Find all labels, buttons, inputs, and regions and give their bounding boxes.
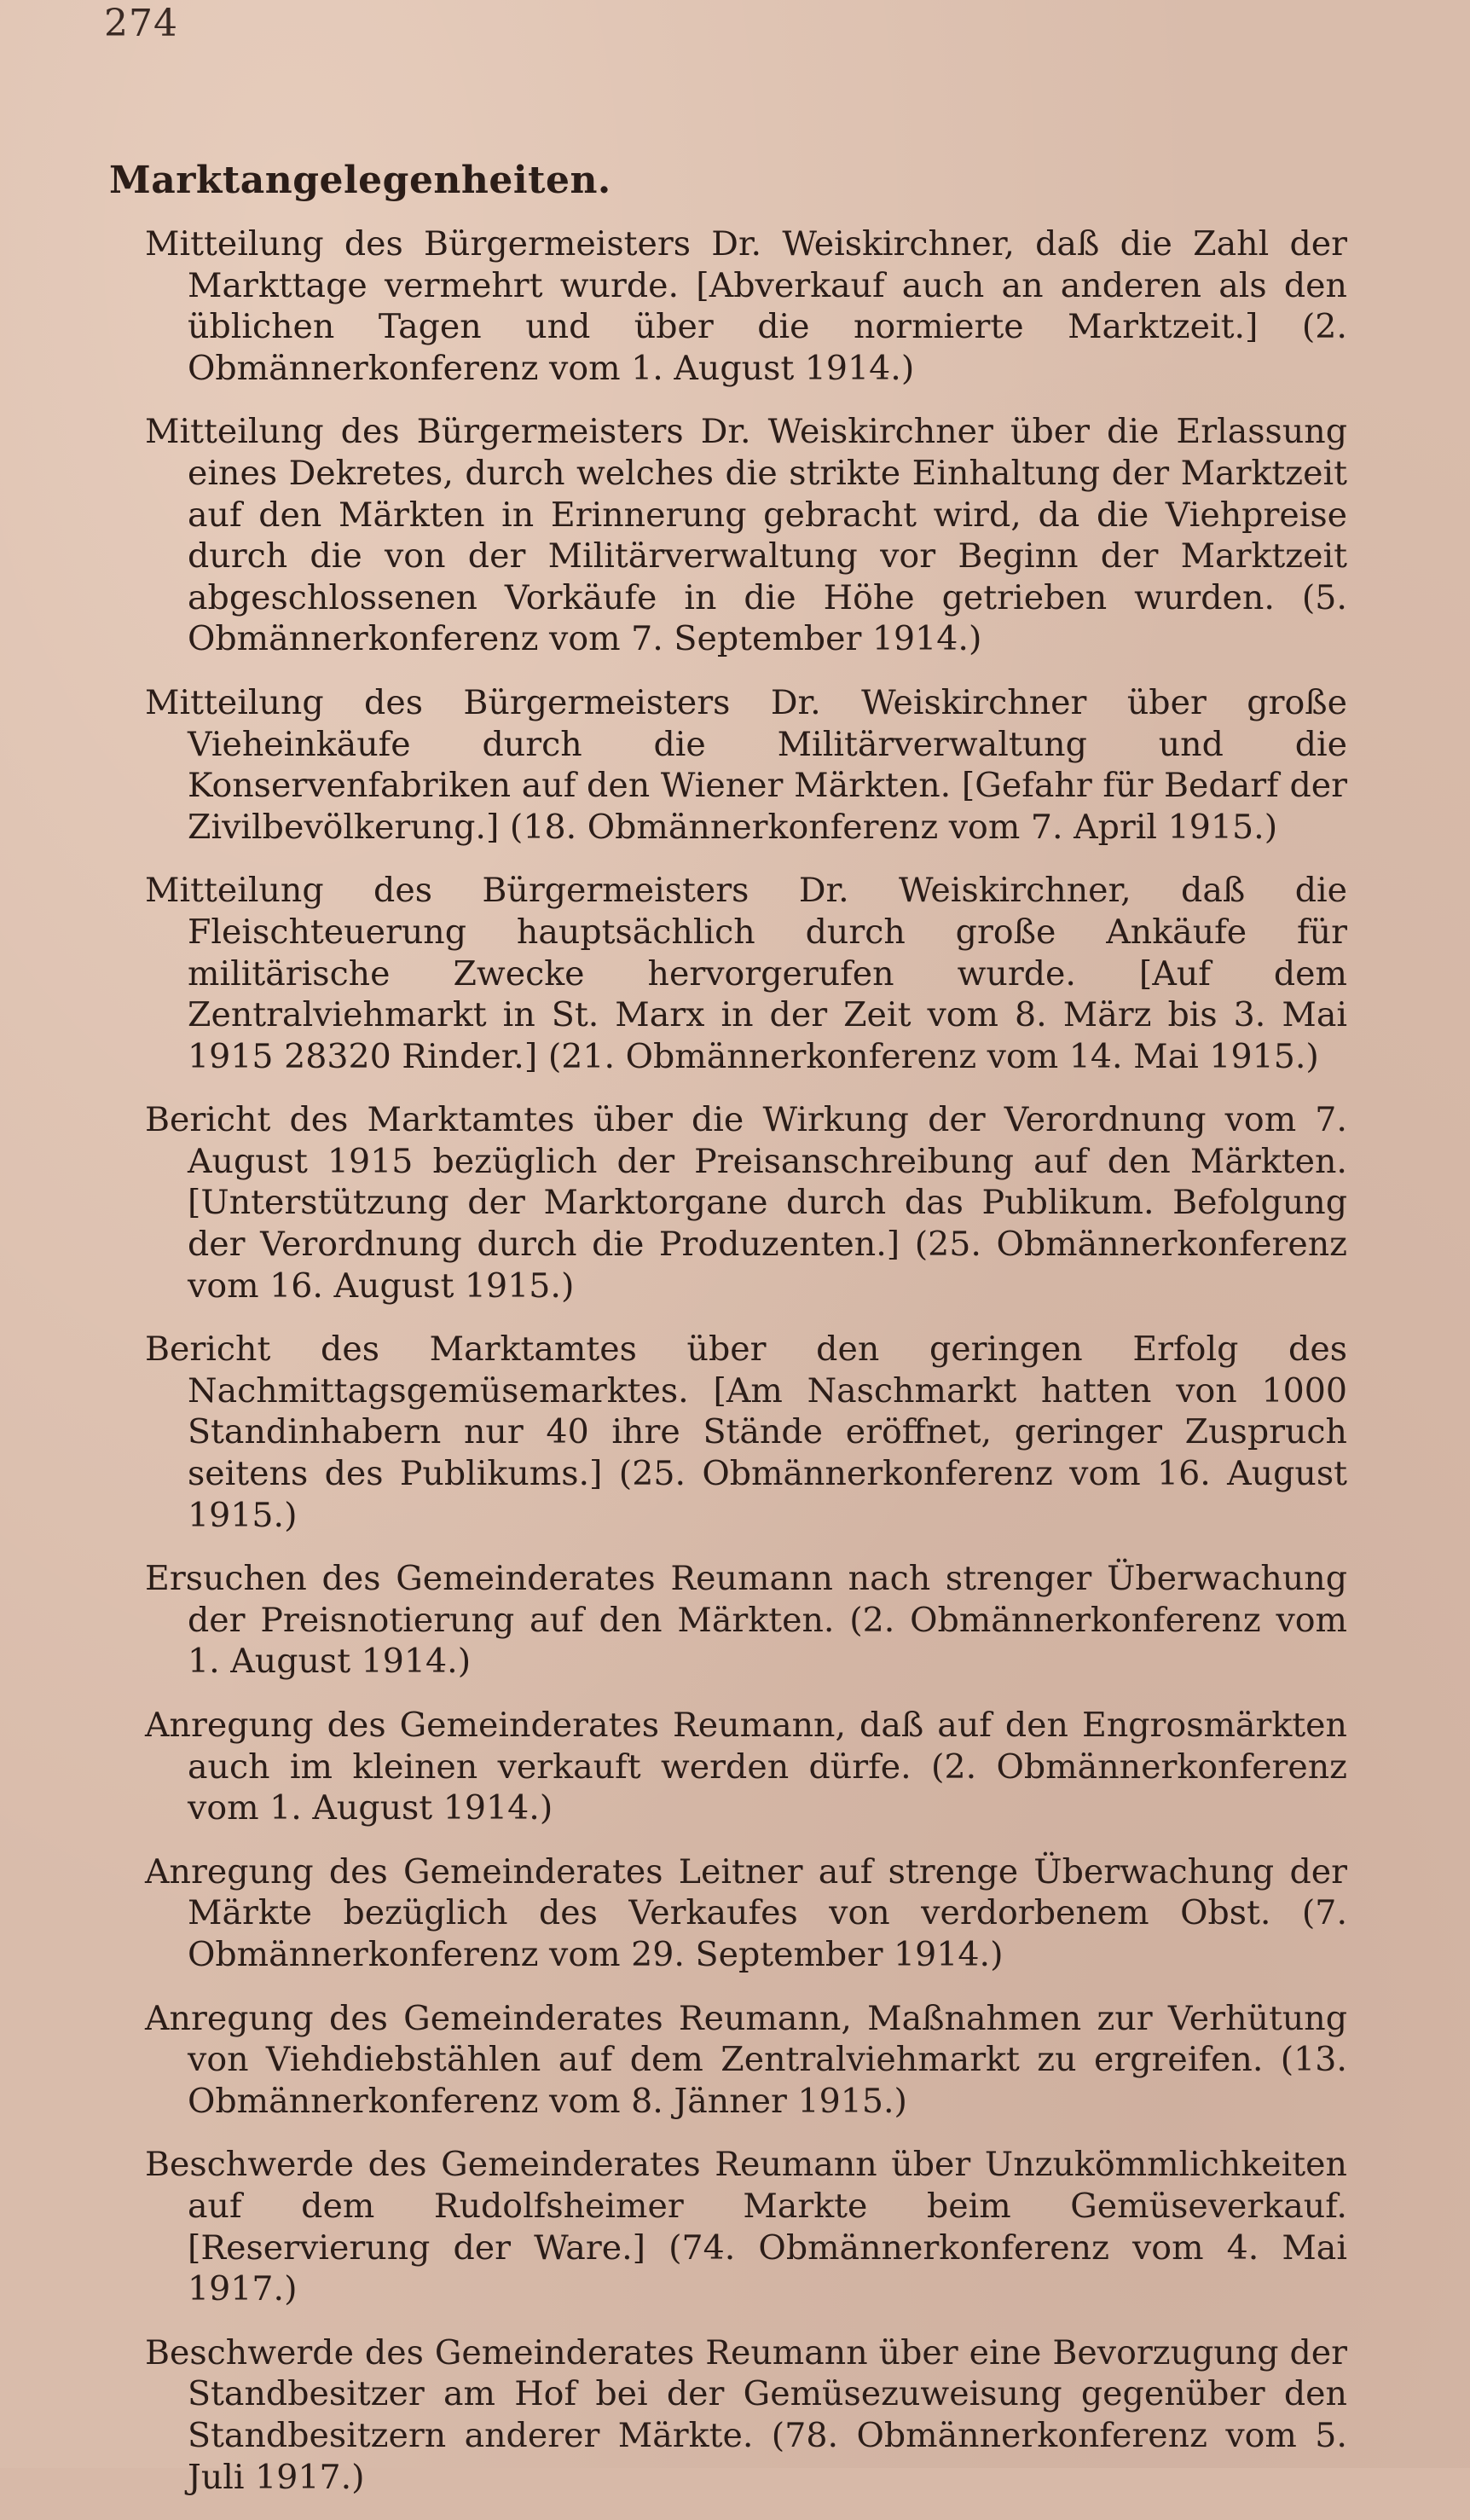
entry-11: Beschwerde des Gemeinderates Reumann über Unzukömmlichkeiten auf dem Rudolfsheimer Markte beim Gemüseverkauf. [Reservierung der Ware.] (74. Obmännerkonferenz vom 4. Mai 1917.) [145,2145,1347,2309]
entry-list [145,223,1347,2520]
entry-6: Bericht des Marktamtes über den geringen Erfolg des Nachmittagsgemüsemarktes. [Am Naschmarkt hatten von 1000 Standinhabern nur 40 ihre Stände eröffnet, geringer Zuspruch seitens des Publikums.] (25. Obmännerkonferenz vom 16. August 1915.) [145,1330,1347,1535]
entry-2: Mitteilung des Bürgermeisters Dr. Weiskirchner über die Erlassung eines Dekretes, durch welches die strikte Einhaltung der Marktzeit auf den Märkten in Erinnerung gebracht wird, da die Viehpreise durch die von der Militärverwaltung vor Beginn der Marktzeit abgeschlossenen Vorkäufe in die Höhe getrieben wurden. (5. Obmännerkonferenz vom 7. September 1914.) [145,412,1347,659]
entry-8: Anregung des Gemeinderates Reumann, daß auf den Engrosmärkten auch im kleinen verkauft werden dürfe. (2. Obmännerkonferenz vom 1. August 1914.) [145,1706,1347,1828]
entry-10: Anregung des Gemeinderates Reumann, Maßnahmen zur Verhütung von Viehdiebstählen auf dem Zentralviehmarkt zu ergreifen. (13. Obmännerkonferenz vom 8. Jänner 1915.) [145,1998,1347,2121]
entry-1: Mitteilung des Bürgermeisters Dr. Weiskirchner, daß die Zahl der Markttage vermehrt wurde. [Abverkauf auch an anderen als den üblichen Tagen und über die normierte Marktzeit.] (2. Obmännerkonferenz vom 1. August 1914.) [145,224,1347,388]
entry-3: Mitteilung des Bürgermeisters Dr. Weiskirchner über große Vieheinkäufe durch die Militärverwaltung und die Konservenfabriken auf den Wiener Märkten. [Gefahr für Bedarf der Zivilbevölkerung.] (18. Obmännerkonferenz vom 7. April 1915.) [145,682,1347,847]
entry-7: Ersuchen des Gemeinderates Reumann nach strenger Überwachung der Preisnotierung auf den Märkten. (2. Obmännerkonferenz vom 1. August 1914.) [145,1559,1347,1682]
page-number: 274 [104,2,178,45]
section-title: Marktangelegenheiten. [109,159,611,202]
entry-12: Beschwerde des Gemeinderates Reumann über eine Bevorzugung der Standbesitzer am Hof bei der Gemüsezuweisung gegenüber den Standbesitzern anderer Märkte. (78. Obmännerkonferenz vom 5. Juli 1917.) [145,2332,1347,2497]
entry-9: Anregung des Gemeinderates Leitner auf strenge Überwachung der Märkte bezüglich des Verkaufes von verdorbenem Obst. (7. Obmännerkonferenz vom 29. September 1914.) [145,1851,1347,1974]
entry-5: Bericht des Marktamtes über die Wirkung der Verordnung vom 7. August 1915 bezüglich der Preisanschreibung auf den Märkten. [Unterstützung der Marktorgane durch das Publikum. Befolgung der Verordnung durch die Produzenten.] (25. Obmännerkonferenz vom 16. August 1915.) [145,1100,1347,1306]
entry-4: Mitteilung des Bürgermeisters Dr. Weiskirchner, daß die Fleischteuerung hauptsächlich durch große Ankäufe für militärische Zwecke hervorgerufen wurde. [Auf dem Zentralviehmarkt in St. Marx in der Zeit vom 8. März bis 3. Mai 1915 28320 Rinder.] (21. Obmännerkonferenz vom 14. Mai 1915.) [145,871,1347,1076]
